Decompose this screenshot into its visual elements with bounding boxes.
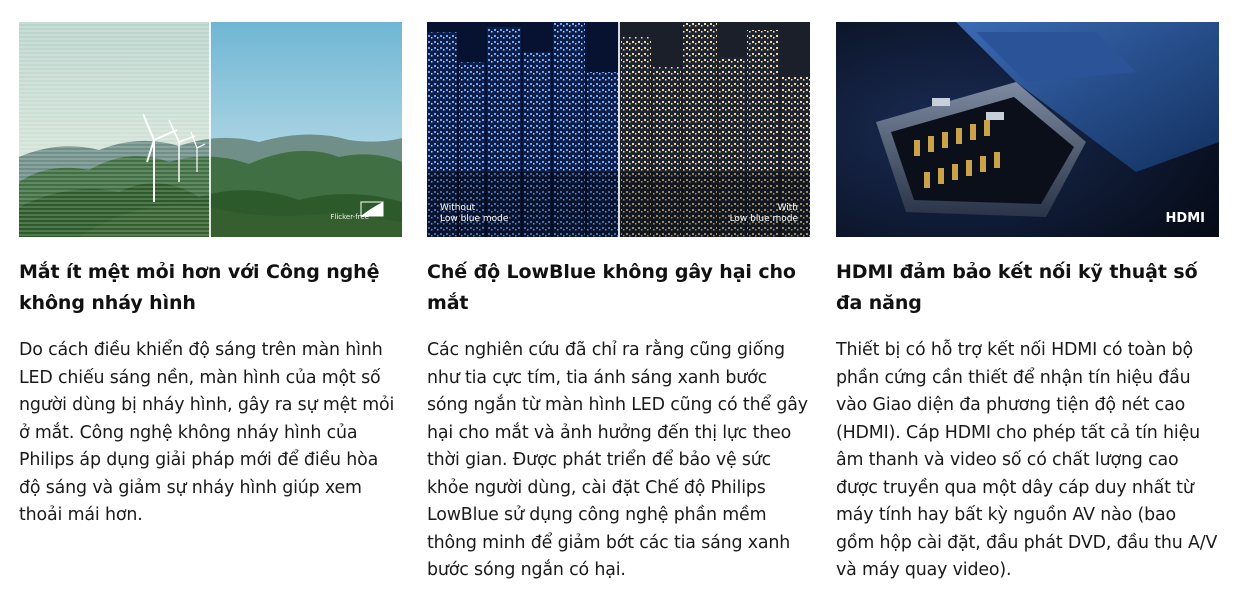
feature-title: Mắt ít mệt mỏi hơn với Công nghệ không nháy hình	[19, 261, 380, 314]
flicker-free-badge-label: Flicker-free	[330, 213, 369, 221]
hdmi-connector-illustration	[836, 22, 1219, 237]
with-label-line2: Low blue mode	[729, 214, 798, 224]
feature-card-lowblue	[427, 22, 810, 585]
with-label-line1: With	[777, 203, 798, 213]
feature-description: Do cách điều khiển độ sáng trên màn hình LED chiếu sáng nền, màn hình của một số người dùng bị nháy hình, gây ra sự mệt mỏi ở mắt. Công nghệ không nháy hình của Philips áp dụng giải pháp mới để điều hòa độ sáng và giảm sự nháy hình giúp xem thoải mái hơn.	[19, 340, 395, 525]
feature-card-flicker-free	[19, 22, 402, 530]
split-divider	[209, 22, 211, 237]
hdmi-image	[836, 22, 1219, 237]
feature-description: Thiết bị có hỗ trợ kết nối HDMI có toàn bộ phần cứng cần thiết để nhận tín hiệu đầu vào Giao diện đa phương tiện độ nét cao (HDMI). Cáp HDMI cho phép tất cả tín hiệu âm thanh và video số có chất lượng cao được truyền qua một dây cáp duy nhất từ máy tính hay bất kỳ nguồn AV nào (bao gồm hộp cài đặt, đầu phát DVD, đầu thu A/V và máy quay video).	[836, 340, 1218, 580]
feature-description: Các nghiên cứu đã chỉ ra rằng cũng giống như tia cực tím, tia ánh sáng xanh bước sóng ngắn từ màn hình LED cũng có thể gây hại cho mắt và ảnh hưởng đến thị lực theo thời gian. Được phát triển để bảo vệ sức khỏe người dùng, cài đặt Chế độ Philips LowBlue sử dụng công nghệ phần mềm thông minh để giảm bớt các tia sáng xanh bước sóng ngắn có hại.	[427, 340, 808, 580]
feature-card-hdmi	[836, 22, 1219, 585]
lowblue-image	[427, 22, 810, 237]
flicker-free-image	[19, 22, 402, 237]
without-lowblue-label	[440, 203, 508, 225]
with-lowblue-label	[730, 203, 798, 225]
hdmi-badge-label: HDMI	[1165, 211, 1205, 226]
split-divider	[618, 22, 620, 237]
feature-title: Chế độ LowBlue không gây hại cho mắt	[427, 261, 796, 314]
without-label-line1: Without	[440, 203, 476, 213]
without-label-line2: Low blue mode	[440, 214, 509, 224]
feature-title: HDMI đảm bảo kết nối kỹ thuật số đa năng	[836, 261, 1198, 314]
